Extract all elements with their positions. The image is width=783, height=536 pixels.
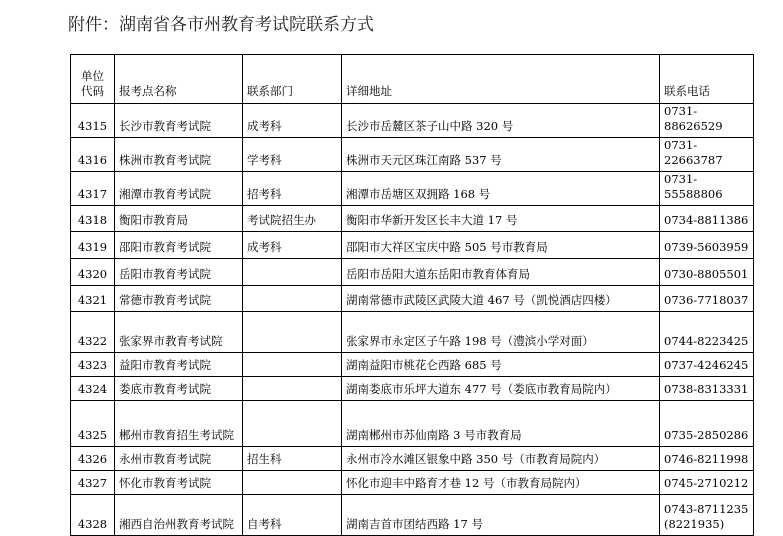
cell-name: 株洲市教育考试院	[115, 138, 243, 172]
table-row	[71, 206, 754, 232]
cell-dept	[243, 312, 342, 353]
cell-name: 郴州市教育招生考试院	[115, 401, 243, 447]
cell-phone: 0731-55588806	[660, 172, 754, 206]
cell-code: 4318	[71, 206, 115, 232]
cell-name: 张家界市教育考试院	[115, 312, 243, 353]
cell-dept: 学考科	[243, 138, 342, 172]
document-title: 附件：湖南省各市州教育考试院联系方式	[68, 15, 374, 35]
table-row	[71, 286, 754, 312]
cell-code: 4327	[71, 471, 115, 495]
table-row	[71, 495, 754, 536]
cell-code: 4315	[71, 104, 115, 138]
cell-phone: 0731-22663787	[660, 138, 754, 172]
header-name: 报考点名称	[115, 55, 243, 104]
cell-address: 岳阳市岳阳大道东岳阳市教育体育局	[342, 259, 660, 286]
cell-address: 湖南益阳市桃花仑西路 685 号	[342, 353, 660, 377]
cell-dept	[243, 353, 342, 377]
cell-name: 衡阳市教育局	[115, 206, 243, 232]
cell-code: 4316	[71, 138, 115, 172]
table-row	[71, 353, 754, 377]
header-address: 详细地址	[342, 55, 660, 104]
cell-phone: 0737-4246245	[660, 353, 754, 377]
cell-phone: 0743-8711235 (8221935)	[660, 495, 754, 536]
cell-phone: 0744-8223425	[660, 312, 754, 353]
cell-dept	[243, 286, 342, 312]
cell-phone: 0738-8313331	[660, 377, 754, 401]
cell-code: 4319	[71, 232, 115, 259]
cell-dept	[243, 259, 342, 286]
cell-phone: 0736-7718037	[660, 286, 754, 312]
cell-dept: 成考科	[243, 104, 342, 138]
cell-code: 4321	[71, 286, 115, 312]
cell-address: 株洲市天元区珠江南路 537 号	[342, 138, 660, 172]
table-row	[71, 471, 754, 495]
cell-address: 湖南娄底市乐坪大道东 477 号（娄底市教育局院内）	[342, 377, 660, 401]
cell-code: 4322	[71, 312, 115, 353]
cell-name: 邵阳市教育考试院	[115, 232, 243, 259]
cell-name: 湘潭市教育考试院	[115, 172, 243, 206]
cell-dept	[243, 401, 342, 447]
cell-address: 永州市冷水滩区银象中路 350 号（市教育局院内）	[342, 447, 660, 471]
table-row	[71, 104, 754, 138]
cell-address: 湖南郴州市苏仙南路 3 号市教育局	[342, 401, 660, 447]
cell-dept: 自考科	[243, 495, 342, 536]
cell-dept: 成考科	[243, 232, 342, 259]
cell-code: 4317	[71, 172, 115, 206]
cell-name: 永州市教育考试院	[115, 447, 243, 471]
cell-dept	[243, 471, 342, 495]
header-code: 单位 代码	[71, 55, 115, 104]
table-row	[71, 312, 754, 353]
table-row	[71, 259, 754, 286]
cell-phone: 0745-2710212	[660, 471, 754, 495]
cell-phone: 0739-5603959	[660, 232, 754, 259]
cell-code: 4323	[71, 353, 115, 377]
cell-phone: 0735-2850286	[660, 401, 754, 447]
cell-name: 岳阳市教育考试院	[115, 259, 243, 286]
cell-name: 怀化市教育考试院	[115, 471, 243, 495]
cell-address: 怀化市迎丰中路育才巷 12 号（市教育局院内）	[342, 471, 660, 495]
cell-name: 湘西自治州教育考试院	[115, 495, 243, 536]
cell-address: 邵阳市大祥区宝庆中路 505 号市教育局	[342, 232, 660, 259]
cell-code: 4324	[71, 377, 115, 401]
cell-address: 长沙市岳麓区茶子山中路 320 号	[342, 104, 660, 138]
header-dept: 联系部门	[243, 55, 342, 104]
cell-dept: 考试院招生办	[243, 206, 342, 232]
header-row	[71, 55, 754, 104]
table-row	[71, 138, 754, 172]
cell-address: 衡阳市华新开发区长丰大道 17 号	[342, 206, 660, 232]
table-row	[71, 377, 754, 401]
table-row	[71, 447, 754, 471]
table-row	[71, 401, 754, 447]
cell-phone: 0734-8811386	[660, 206, 754, 232]
header-phone: 联系电话	[660, 55, 754, 104]
cell-name: 益阳市教育考试院	[115, 353, 243, 377]
cell-phone: 0731-88626529	[660, 104, 754, 138]
cell-name: 常德市教育考试院	[115, 286, 243, 312]
contact-table	[70, 54, 754, 536]
table-row	[71, 232, 754, 259]
cell-phone: 0730-8805501	[660, 259, 754, 286]
cell-code: 4325	[71, 401, 115, 447]
cell-name: 娄底市教育考试院	[115, 377, 243, 401]
cell-code: 4328	[71, 495, 115, 536]
cell-address: 湖南常德市武陵区武陵大道 467 号（凯悦酒店四楼）	[342, 286, 660, 312]
cell-address: 湖南吉首市团结西路 17 号	[342, 495, 660, 536]
cell-address: 湘潭市岳塘区双拥路 168 号	[342, 172, 660, 206]
cell-address: 张家界市永定区子午路 198 号（澧滨小学对面）	[342, 312, 660, 353]
cell-name: 长沙市教育考试院	[115, 104, 243, 138]
cell-code: 4320	[71, 259, 115, 286]
cell-phone: 0746-8211998	[660, 447, 754, 471]
table-row	[71, 172, 754, 206]
cell-dept: 招考科	[243, 172, 342, 206]
cell-dept	[243, 377, 342, 401]
cell-code: 4326	[71, 447, 115, 471]
cell-dept: 招生科	[243, 447, 342, 471]
